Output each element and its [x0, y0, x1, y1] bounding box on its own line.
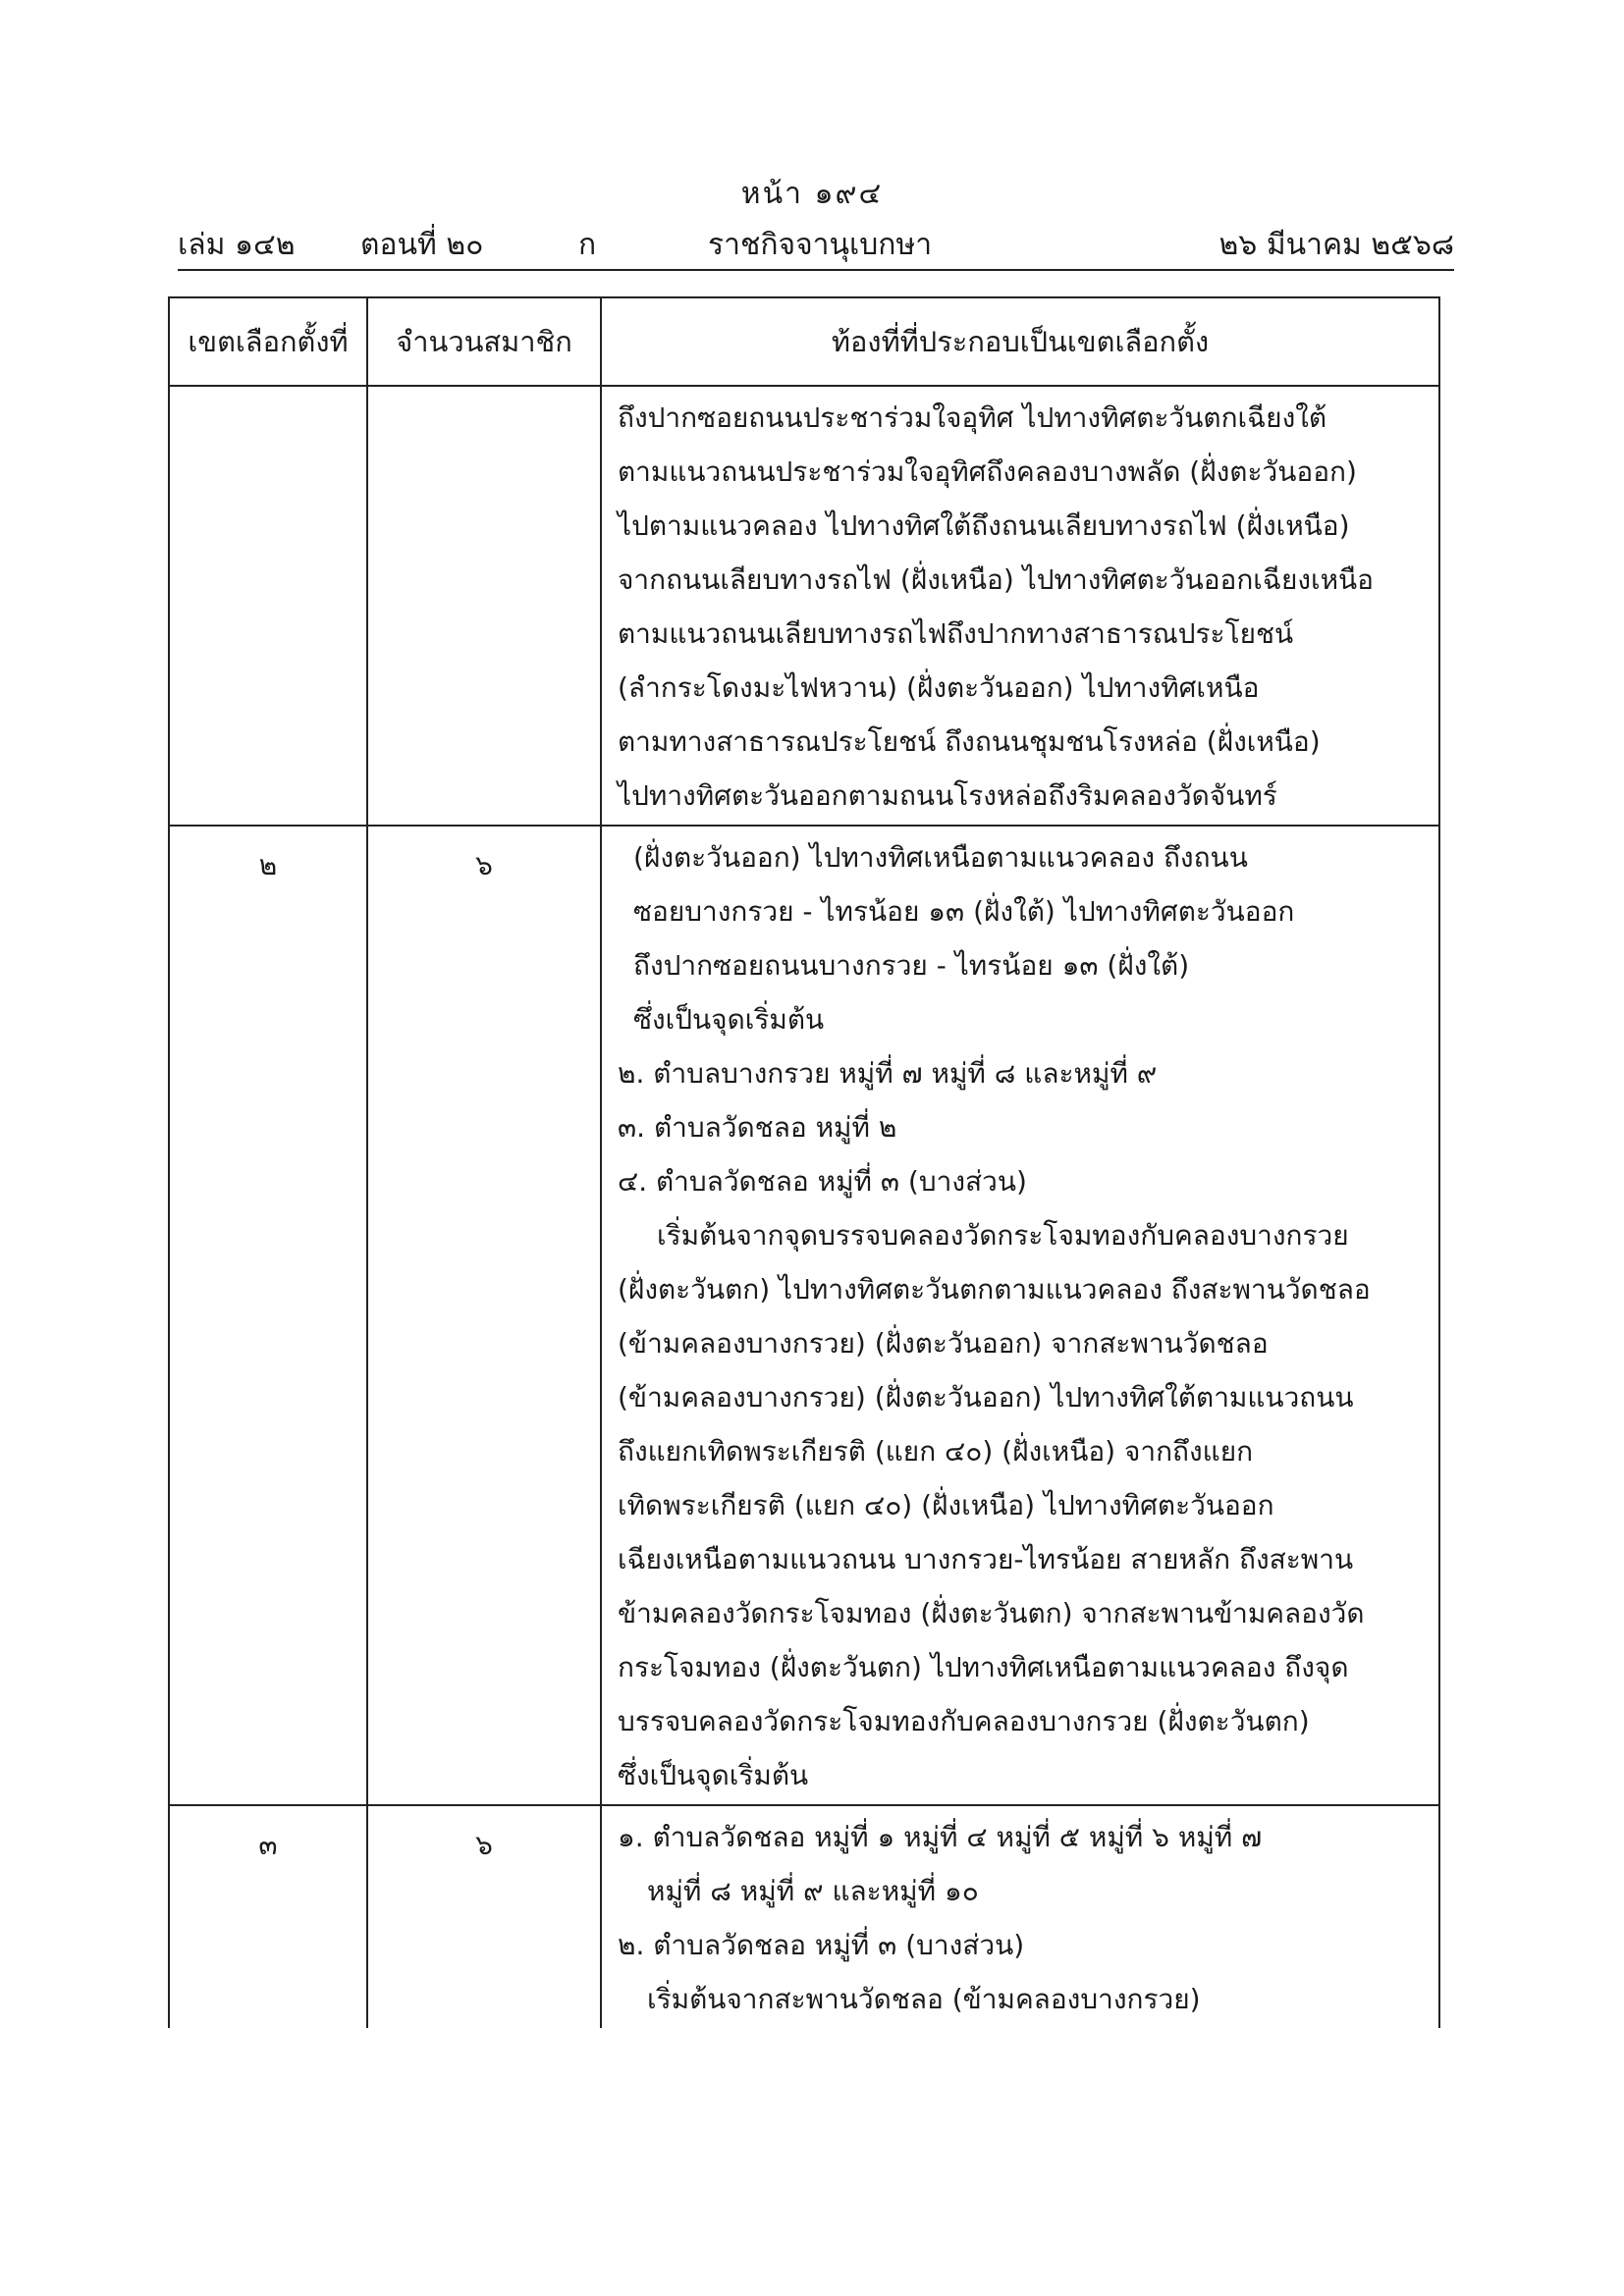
- column-header-members: จำนวนสมาชิก: [367, 297, 601, 386]
- publication-date: ๒๖ มีนาคม ๒๕๖๘: [1218, 228, 1454, 262]
- area-line: ซึ่งเป็นจุดเริ่มต้น: [633, 1003, 825, 1036]
- area-description-cell: [601, 386, 1439, 826]
- area-line: ตามทางสาธารณประโยชน์ ถึงถนนชุมชนโรงหล่อ (ฝั่งเหนือ): [618, 725, 1321, 758]
- area-line: ถึงปากซอยถนนบางกรวย - ไทรน้อย ๑๓ (ฝั่งใต้): [633, 949, 1190, 982]
- area-line: เทิดพระเกียรติ (แยก ๔๐) (ฝั่งเหนือ) ไปทางทิศตะวันออก: [618, 1489, 1274, 1522]
- area-line: ข้ามคลองวัดกระโจมทอง (ฝั่งตะวันตก) จากสะพานข้ามคลองวัด: [618, 1597, 1365, 1629]
- area-line: ไปตามแนวคลอง ไปทางทิศใต้ถึงถนนเลียบทางรถไฟ (ฝั่งเหนือ): [618, 509, 1350, 542]
- area-line: (ฝั่งตะวันตก) ไปทางทิศตะวันตกตามแนวคลอง ถึงสะพานวัดชลอ: [618, 1273, 1371, 1306]
- member-count-cell: ๖: [367, 826, 601, 1805]
- area-description-cell: [601, 1805, 1439, 2028]
- gazette-name: ราชกิจจานุเบกษา: [708, 228, 933, 262]
- district-number-cell: ๒: [169, 826, 367, 1805]
- section-label: ก: [578, 228, 597, 262]
- area-line: ซอยบางกรวย - ไทรน้อย ๑๓ (ฝั่งใต้) ไปทางทิศตะวันออก: [633, 895, 1295, 928]
- area-line: ไปทางทิศตะวันออกตามถนนโรงหล่อถึงริมคลองวัดจันทร์: [618, 779, 1277, 812]
- area-line: ๔. ตำบลวัดชลอ หมู่ที่ ๓ (บางส่วน): [618, 1165, 1027, 1198]
- area-line: จากถนนเลียบทางรถไฟ (ฝั่งเหนือ) ไปทางทิศตะวันออกเฉียงเหนือ: [618, 563, 1374, 596]
- area-line: ตามแนวถนนประชาร่วมใจอุทิศถึงคลองบางพลัด (ฝั่งตะวันออก): [618, 455, 1357, 488]
- column-header-district: เขตเลือกตั้งที่: [169, 297, 367, 386]
- area-line: ๒. ตำบลบางกรวย หมู่ที่ ๗ หมู่ที่ ๘ และหมู่ที่ ๙: [618, 1057, 1158, 1090]
- electoral-district-table: [168, 296, 1440, 2028]
- issue-label: ตอนที่ ๒๐: [360, 228, 484, 262]
- area-line: ๒. ตำบลวัดชลอ หมู่ที่ ๓ (บางส่วน): [618, 1929, 1025, 1961]
- area-line: บรรจบคลองวัดกระโจมทองกับคลองบางกรวย (ฝั่งตะวันตก): [618, 1705, 1310, 1737]
- column-header-area: ท้องที่ที่ประกอบเป็นเขตเลือกตั้ง: [601, 297, 1439, 386]
- area-line: หมู่ที่ ๘ หมู่ที่ ๙ และหมู่ที่ ๑๐: [647, 1875, 979, 1907]
- gazette-header: [178, 222, 1454, 265]
- area-line: ๑. ตำบลวัดชลอ หมู่ที่ ๑ หมู่ที่ ๔ หมู่ที่ ๕ หมู่ที่ ๖ หมู่ที่ ๗: [618, 1821, 1263, 1853]
- table-row: [169, 386, 1439, 826]
- area-line: กระโจมทอง (ฝั่งตะวันตก) ไปทางทิศเหนือตามแนวคลอง ถึงจุด: [618, 1651, 1349, 1683]
- area-line: ถึงปากซอยถนนประชาร่วมใจอุทิศ ไปทางทิศตะวันตกเฉียงใต้: [618, 401, 1327, 434]
- area-line: (ลำกระโดงมะไฟหวาน) (ฝั่งตะวันออก) ไปทางทิศเหนือ: [618, 671, 1260, 704]
- area-line: (ข้ามคลองบางกรวย) (ฝั่งตะวันออก) ไปทางทิศใต้ตามแนวถนน: [618, 1381, 1354, 1414]
- area-description-cell: [601, 826, 1439, 1805]
- volume-label: เล่ม ๑๔๒: [178, 228, 296, 262]
- table-row: [169, 826, 1439, 1805]
- area-line: ตามแนวถนนเลียบทางรถไฟถึงปากทางสาธารณประโยชน์: [618, 617, 1294, 650]
- area-line: (ฝั่งตะวันออก) ไปทางทิศเหนือตามแนวคลอง ถึงถนน: [633, 841, 1248, 874]
- area-line: เริ่มต้นจากสะพานวัดชลอ (ข้ามคลองบางกรวย): [647, 1983, 1201, 2015]
- page-number: หน้า ๑๙๔: [740, 177, 884, 211]
- table-row: [169, 1805, 1439, 2028]
- area-line: ซึ่งเป็นจุดเริ่มต้น: [618, 1759, 809, 1791]
- district-number-cell: [169, 386, 367, 826]
- table-header-row: [169, 297, 1439, 386]
- member-count-cell: [367, 386, 601, 826]
- area-line: ๓. ตำบลวัดชลอ หมู่ที่ ๒: [618, 1111, 897, 1144]
- area-line: เฉียงเหนือตามแนวถนน บางกรวย-ไทรน้อย สายหลัก ถึงสะพาน: [618, 1543, 1354, 1575]
- area-line: ถึงแยกเทิดพระเกียรติ (แยก ๔๐) (ฝั่งเหนือ) จากถึงแยก: [618, 1435, 1254, 1468]
- area-line: (ข้ามคลองบางกรวย) (ฝั่งตะวันออก) จากสะพานวัดชลอ: [618, 1327, 1269, 1360]
- header-divider: [178, 269, 1454, 271]
- district-number-cell: ๓: [169, 1805, 367, 2028]
- member-count-cell: ๖: [367, 1805, 601, 2028]
- area-line: เริ่มต้นจากจุดบรรจบคลองวัดกระโจมทองกับคลองบางกรวย: [657, 1219, 1349, 1252]
